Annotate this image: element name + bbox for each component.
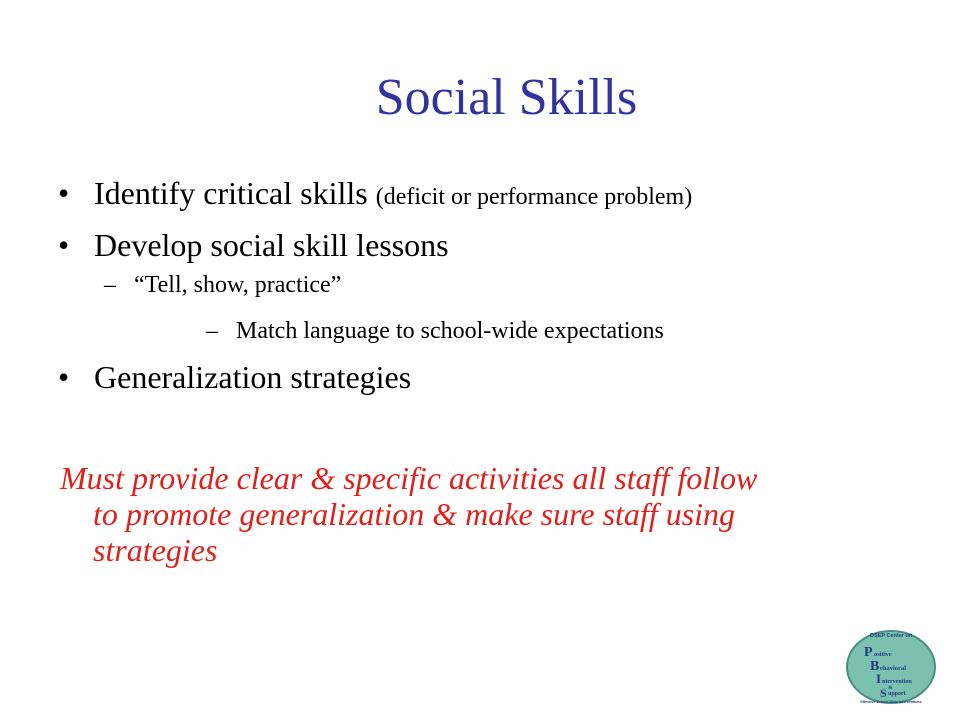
- pbis-logo: [844, 626, 938, 706]
- bullet-text: Develop social skill lessons: [94, 227, 449, 263]
- bullet-detail: (deficit or performance problem): [375, 184, 693, 210]
- bullet-dot: •: [58, 227, 70, 263]
- subitem-text: “Tell, show, practice”: [134, 272, 342, 298]
- subitem-text: Match language to school-wide expectations: [236, 318, 664, 344]
- logo-header: OSEP Center on: [869, 633, 913, 639]
- note-line: Must provide clear & specific activities all staff follow: [60, 460, 758, 496]
- sub-dash: –: [104, 272, 116, 298]
- sub-dash: –: [206, 318, 218, 344]
- logo-word-ntervention: ntervention: [882, 679, 912, 685]
- logo-letter-b: B: [870, 659, 880, 674]
- logo-ampersand: &: [888, 685, 893, 691]
- logo-letter-s: S: [880, 686, 887, 700]
- bullet-identify-skills: [58, 174, 692, 216]
- note-line: to promote generalization & make sure staff using: [93, 496, 736, 532]
- logo-letter-p: P: [864, 645, 873, 660]
- bullet-text: Generalization strategies: [94, 359, 412, 395]
- bullet-dot: •: [58, 175, 70, 211]
- logo-word-ositive: ositive: [874, 651, 892, 658]
- logo-word-ehavioral: ehavioral: [880, 665, 906, 672]
- subitem-match-language: [206, 316, 664, 346]
- bullet-generalization: [58, 358, 411, 396]
- note-line: strategies: [93, 532, 218, 568]
- slide-title: Social Skills: [375, 69, 638, 126]
- logo-footer: Effective School-Wide Interventions: [860, 700, 922, 704]
- emphasis-note: [60, 460, 920, 568]
- bullet-develop-lessons: [58, 226, 449, 264]
- bullet-text: Identify critical skills: [94, 175, 376, 211]
- logo-word-upport: upport: [888, 691, 906, 697]
- bullet-dot: •: [58, 359, 70, 395]
- subitem-tell-show-practice: [104, 270, 341, 300]
- logo-letter-i: I: [876, 671, 882, 686]
